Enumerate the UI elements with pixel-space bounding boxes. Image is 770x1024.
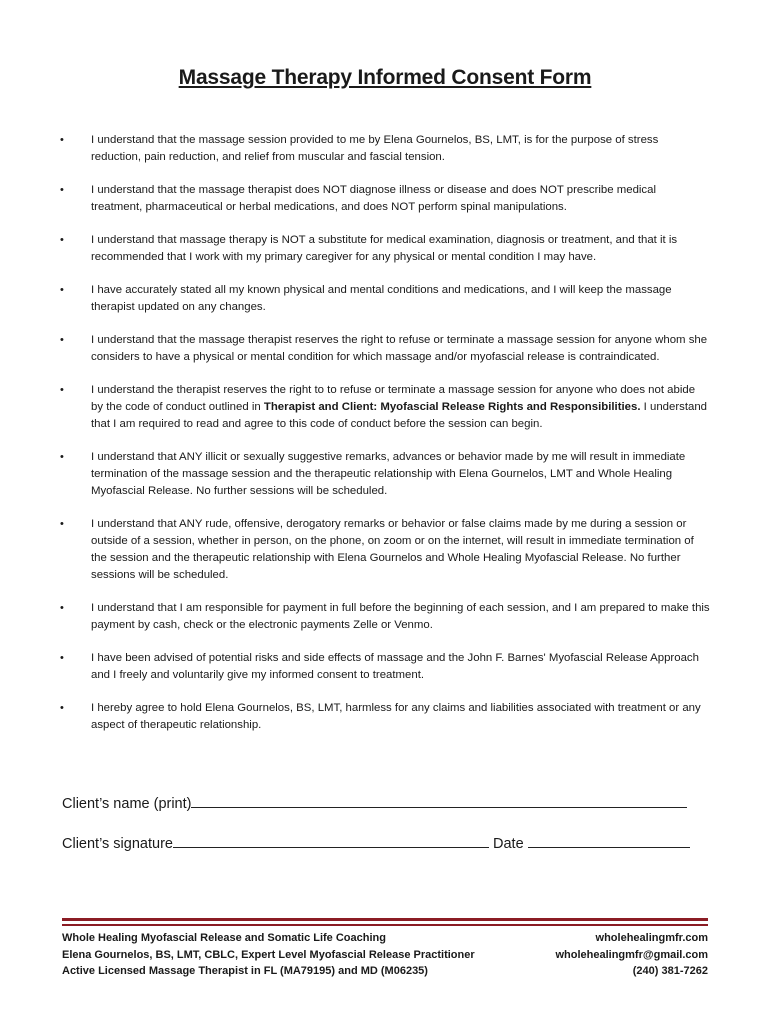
list-item bbox=[58, 332, 710, 366]
statement-text: I hereby agree to hold Elena Gournelos, BS, LMT, harmless for any claims and liabilities associated with treatment or any aspect of therapeutic relationship. bbox=[91, 702, 701, 731]
client-name-blank[interactable] bbox=[191, 793, 687, 808]
client-name-field bbox=[62, 793, 687, 812]
client-name-label: Client’s name (print) bbox=[62, 796, 192, 812]
statement-text: I have been advised of potential risks and side effects of massage and the John F. Barnes' Myofascial Release Approach and I freely and voluntarily give my informed consent to treatment. bbox=[91, 652, 699, 681]
email-link[interactable]: wholehealingmfr@gmail.com bbox=[555, 948, 708, 961]
bullet-icon: • bbox=[60, 234, 64, 246]
website-link[interactable]: wholehealingmfr.com bbox=[595, 932, 708, 944]
list-item bbox=[58, 449, 710, 500]
list-item bbox=[58, 182, 710, 216]
client-signature-label: Client’s signature bbox=[62, 836, 173, 852]
statement-text-part: I understand that I am required to read and agree to this code of conduct before the session can begin. bbox=[91, 401, 708, 430]
statement-text: I understand that ANY illicit or sexually suggestive remarks, advances or behavior made by me will result in immediate termination of the massage session and the therapeutic relationship with Elena Gournelos, LMT and Whole Healing Myofascial Release. No further sessions will be scheduled. bbox=[91, 451, 686, 497]
bullet-icon: • bbox=[60, 451, 64, 463]
list-item bbox=[58, 232, 710, 266]
statement-text-part: I understand the therapist reserves the right to to refuse or terminate a massage session for anyone who does not abide by the code of conduct outlined in bbox=[91, 384, 696, 413]
footer-business-info bbox=[62, 930, 475, 980]
bullet-icon: • bbox=[60, 518, 64, 530]
list-item bbox=[58, 700, 710, 734]
list-item bbox=[58, 650, 710, 684]
list-item bbox=[58, 382, 710, 433]
statement-text: I have accurately stated all my known physical and mental conditions and medications, and I will keep the massage therapist updated on any changes. bbox=[91, 284, 672, 313]
statement-text: I understand that the massage session provided to me by Elena Gournelos, BS, LMT, is for the purpose of stress reduction, pain reduction, and relief from muscular and fascial tension. bbox=[91, 134, 659, 163]
bullet-icon: • bbox=[60, 184, 64, 196]
license-info: Active Licensed Massage Therapist in FL (MA79195) and MD (M06235) bbox=[62, 965, 428, 977]
bullet-icon: • bbox=[60, 384, 64, 396]
date-blank[interactable] bbox=[528, 833, 690, 848]
phone-number: (240) 381-7262 bbox=[632, 965, 708, 977]
statement-text: I understand that I am responsible for payment in full before the beginning of each session, and I am prepared to make this payment by cash, check or the electronic payments Zelle or Venmo. bbox=[91, 602, 710, 631]
bullet-icon: • bbox=[60, 134, 64, 146]
date-label: Date bbox=[493, 836, 524, 852]
practitioner-credentials: Elena Gournelos, BS, LMT, CBLC, Expert Level Myofascial Release Practitioner bbox=[62, 948, 475, 961]
bullet-icon: • bbox=[60, 334, 64, 346]
page-title: Massage Therapy Informed Consent Form bbox=[178, 66, 592, 89]
statement-text: I understand that massage therapy is NOT a substitute for medical examination, diagnosis or treatment, and that it is recommended that I work with my primary caregiver for any physical or mental condition I may have. bbox=[91, 234, 678, 263]
business-name: Whole Healing Myofascial Release and Somatic Life Coaching bbox=[62, 932, 386, 944]
list-item bbox=[58, 132, 710, 166]
bullet-icon: • bbox=[60, 284, 64, 296]
statement-text: I understand that ANY rude, offensive, derogatory remarks or behavior or false claims made by me during a session or outside of a session, whether in person, on the phone, on zoom or on the internet, will result in immediate termination of the session and the therapeutic relationship with Elena Gournelos and Whole Healing Myofascial Release. No further sessions will be scheduled. bbox=[91, 518, 694, 581]
bullet-icon: • bbox=[60, 702, 64, 714]
statement-text: I understand that the massage therapist does NOT diagnose illness or disease and does NOT prescribe medical treatment, pharmaceutical or herbal medications, and does NOT perform spinal manipulations. bbox=[91, 184, 656, 213]
consent-statement-list bbox=[58, 132, 710, 734]
statement-text: I understand that the massage therapist reserves the right to refuse or terminate a massage session for anyone whom she considers to have a physical or mental condition for which massage and/or myofascial release is contraindicated. bbox=[91, 334, 708, 363]
statement-text bbox=[91, 384, 707, 430]
list-item bbox=[58, 282, 710, 316]
bullet-icon: • bbox=[60, 602, 64, 614]
code-of-conduct-reference: Therapist and Client: Myofascial Release Rights and Responsibilities. bbox=[263, 401, 641, 413]
client-signature-blank[interactable] bbox=[173, 833, 489, 848]
bullet-icon: • bbox=[60, 652, 64, 664]
client-signature-field bbox=[62, 833, 690, 852]
list-item bbox=[58, 516, 710, 584]
footer-divider bbox=[62, 918, 708, 921]
footer-divider bbox=[62, 924, 708, 926]
list-item bbox=[58, 600, 710, 634]
footer-contact-info bbox=[555, 930, 708, 980]
